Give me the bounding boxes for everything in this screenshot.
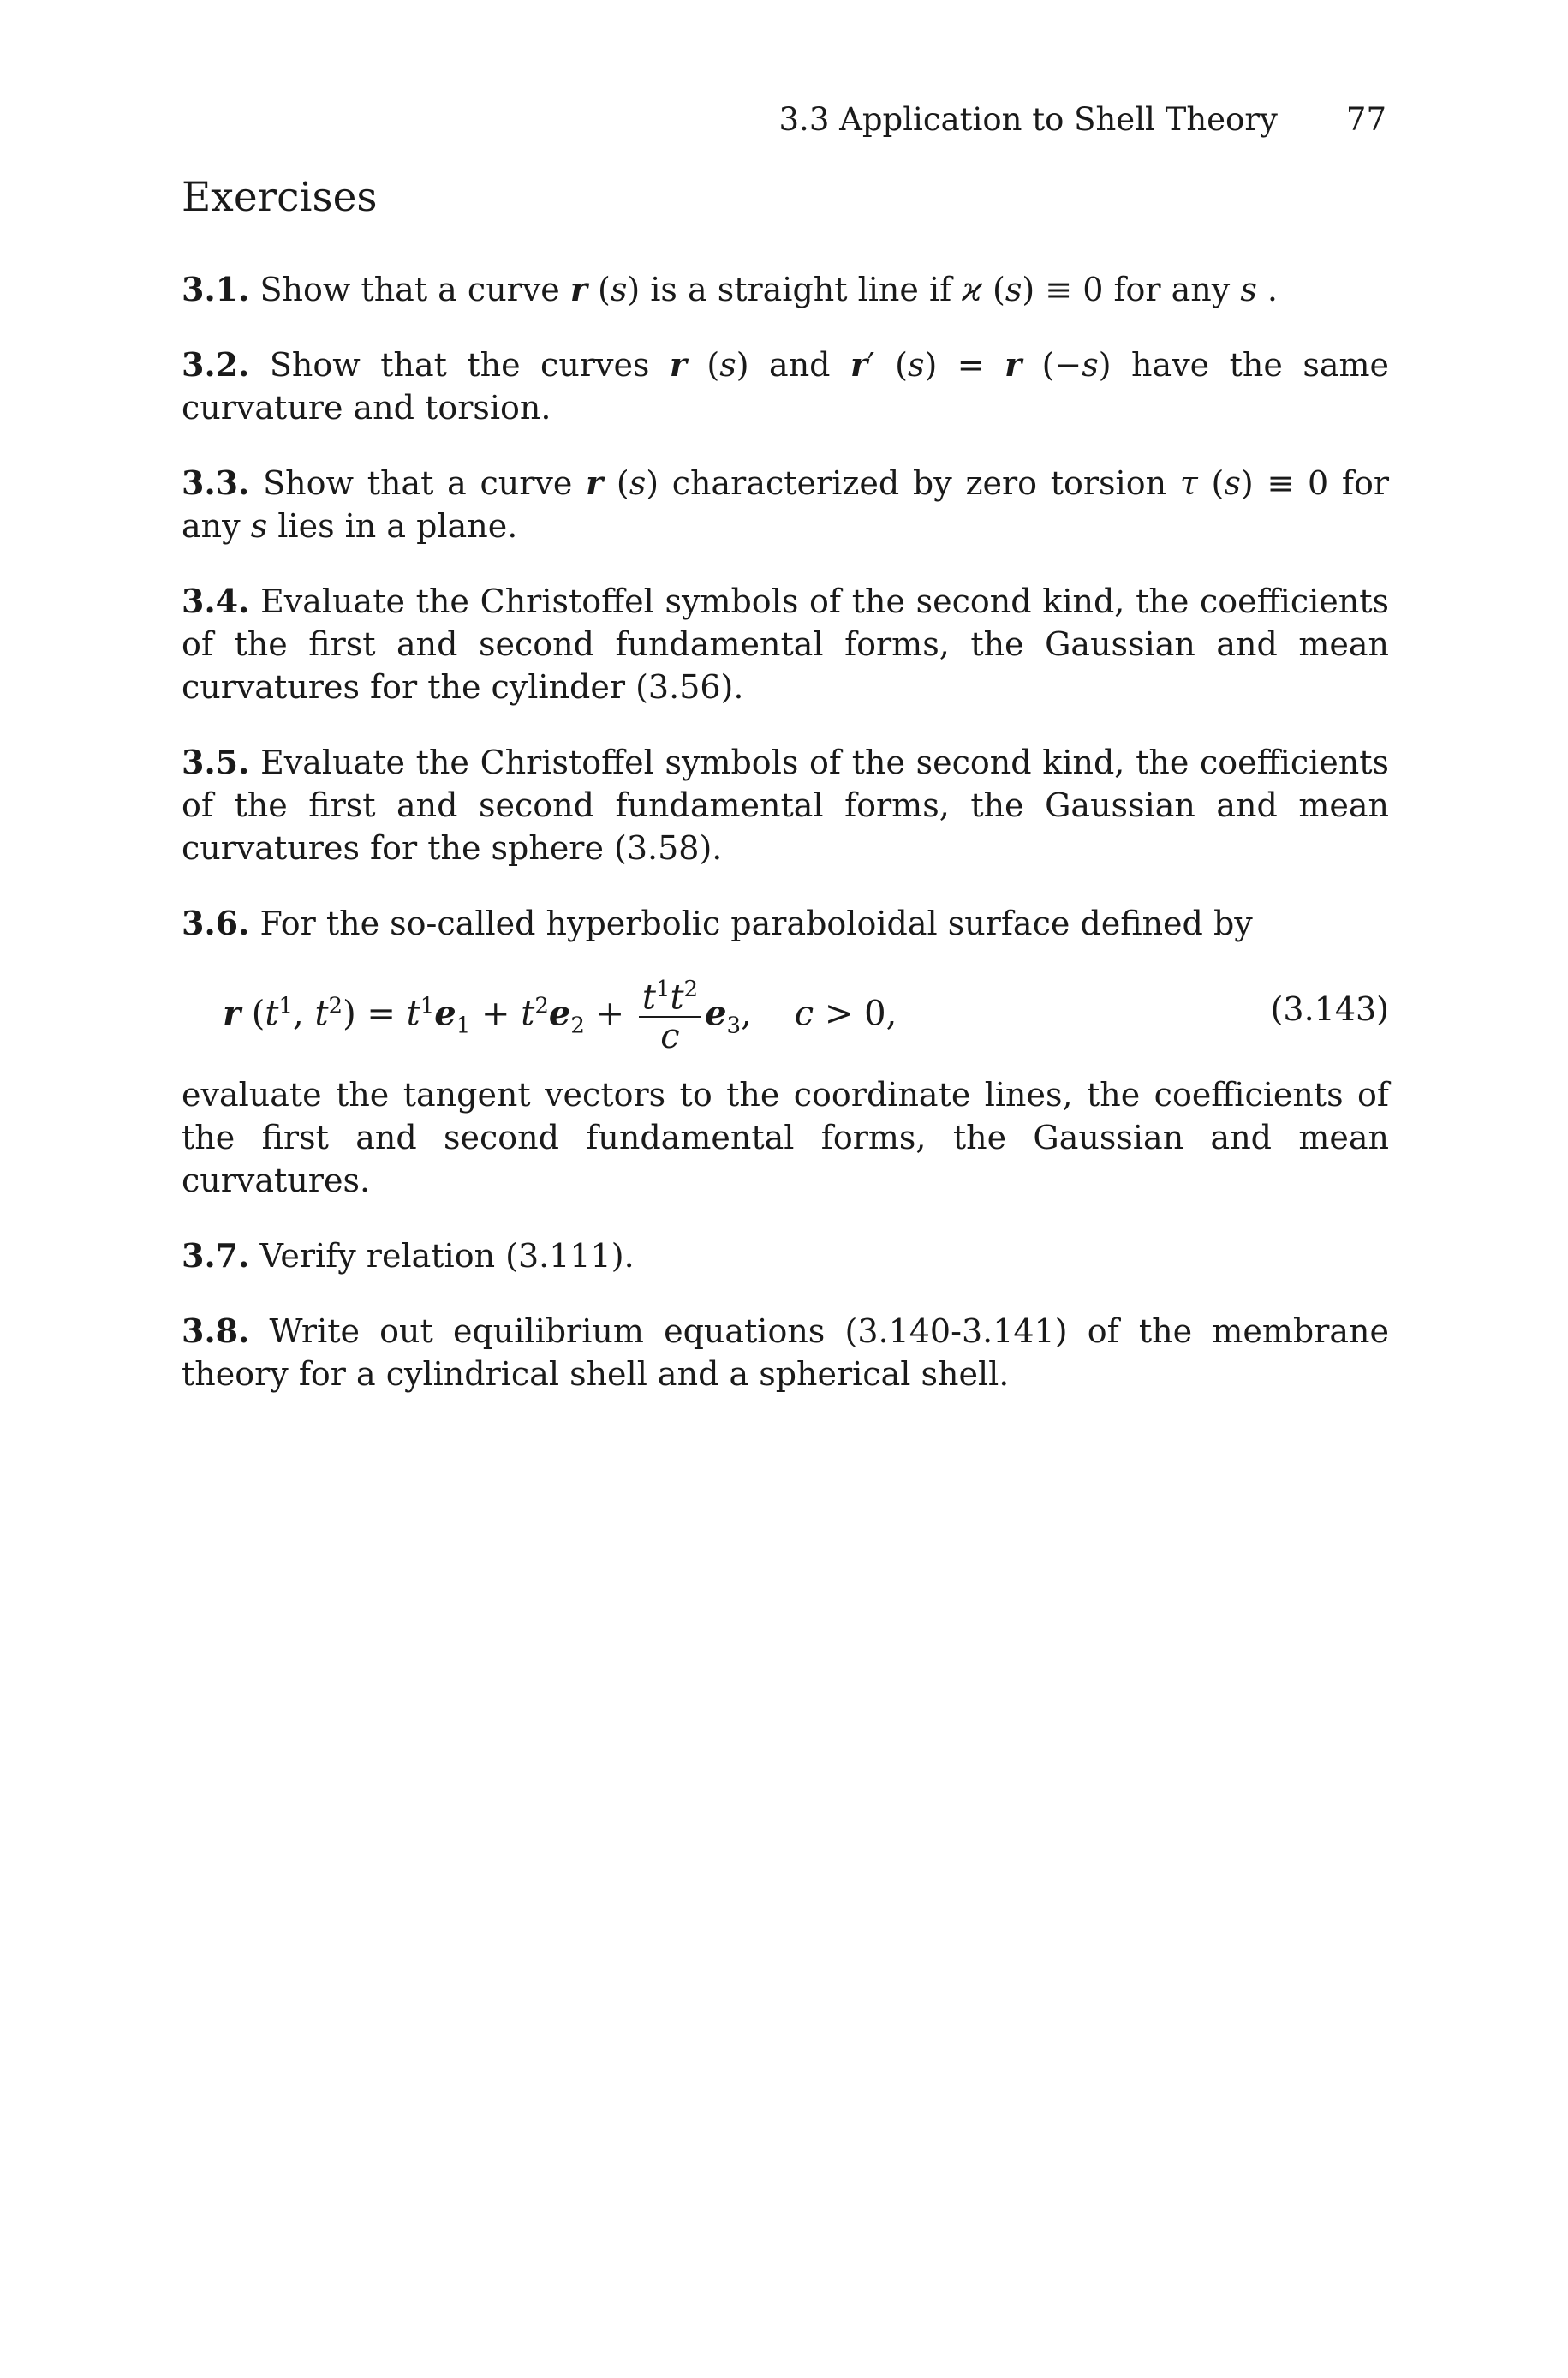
equation-number: (3.143) [1270, 990, 1389, 1028]
exercise-number: 3.7. [182, 1236, 250, 1275]
page-number: 77 [1345, 101, 1386, 138]
running-head [779, 101, 1386, 138]
exercise-3-6 [182, 902, 1389, 945]
exercise-text: Evaluate the Christoffel symbols of the second kind, the coefficients of the first and second fundamental forms, the Gaussian and mean curvatures for the sphere (3.58). [182, 744, 1389, 867]
exercise-3-1: 3.1. Show that a curve r (s) is a straight line if ϰ (s) ≡ 0 for any s . [182, 270, 1279, 308]
fraction: $\frac{t^1t^2}{c}$ [639, 971, 701, 1055]
exercises-list [182, 268, 1389, 1428]
exercise-3-6-continuation [182, 1073, 1389, 1202]
exercise-3-5 [182, 741, 1389, 869]
equation-body: r ($t^1$, $t^2) = t^1e_1 + t^2e_2$ + $\frac{t^1t^2}{c}$ $e_3$, c > 0, [223, 974, 897, 1059]
exercise-3-3: 3.3. Show that a curve r (s) characterized by zero torsion τ (s) ≡ 0 for any s lies in a plane. [182, 463, 1390, 545]
exercise-text: Verify relation (3.111). [259, 1237, 635, 1275]
exercise-text: For the so-called hyperbolic paraboloidal surface defined by [259, 905, 1253, 942]
exercise-number: 3.5. [182, 743, 250, 781]
display-equation [182, 950, 1389, 1057]
exercise-number: 3.6. [182, 904, 250, 942]
section-title: Exercises [182, 174, 378, 221]
exercise-text: evaluate the tangent vectors to the coordinate lines, the coefficients of the first and second fundamental forms, the Gaussian and mean curvatures. [182, 1076, 1389, 1199]
exercise-number: 3.3. [182, 463, 250, 502]
exercise-3-7 [182, 1234, 1389, 1277]
exercise-3-4 [182, 580, 1389, 708]
exercise-number: 3.4. [182, 582, 250, 620]
exercise-number: 3.1. [182, 270, 250, 308]
exercise-number: 3.2. [182, 345, 250, 384]
exercise-text: Write out equilibrium equations (3.140-3.141) of the membrane theory for a cylindrical shell and a spherical shell. [182, 1312, 1389, 1393]
exercise-number: 3.8. [182, 1311, 250, 1350]
exercise-text: Evaluate the Christoffel symbols of the second kind, the coefficients of the first and second fundamental forms, the Gaussian and mean curvatures for the cylinder (3.56). [182, 583, 1389, 706]
exercise-3-2: 3.2. Show that the curves r (s) and r′ (s) = r (−s) have the same curvature and torsion. [182, 345, 1389, 427]
running-head-section: 3.3 Application to Shell Theory [778, 101, 1278, 138]
exercise-3-8 [182, 1310, 1389, 1395]
